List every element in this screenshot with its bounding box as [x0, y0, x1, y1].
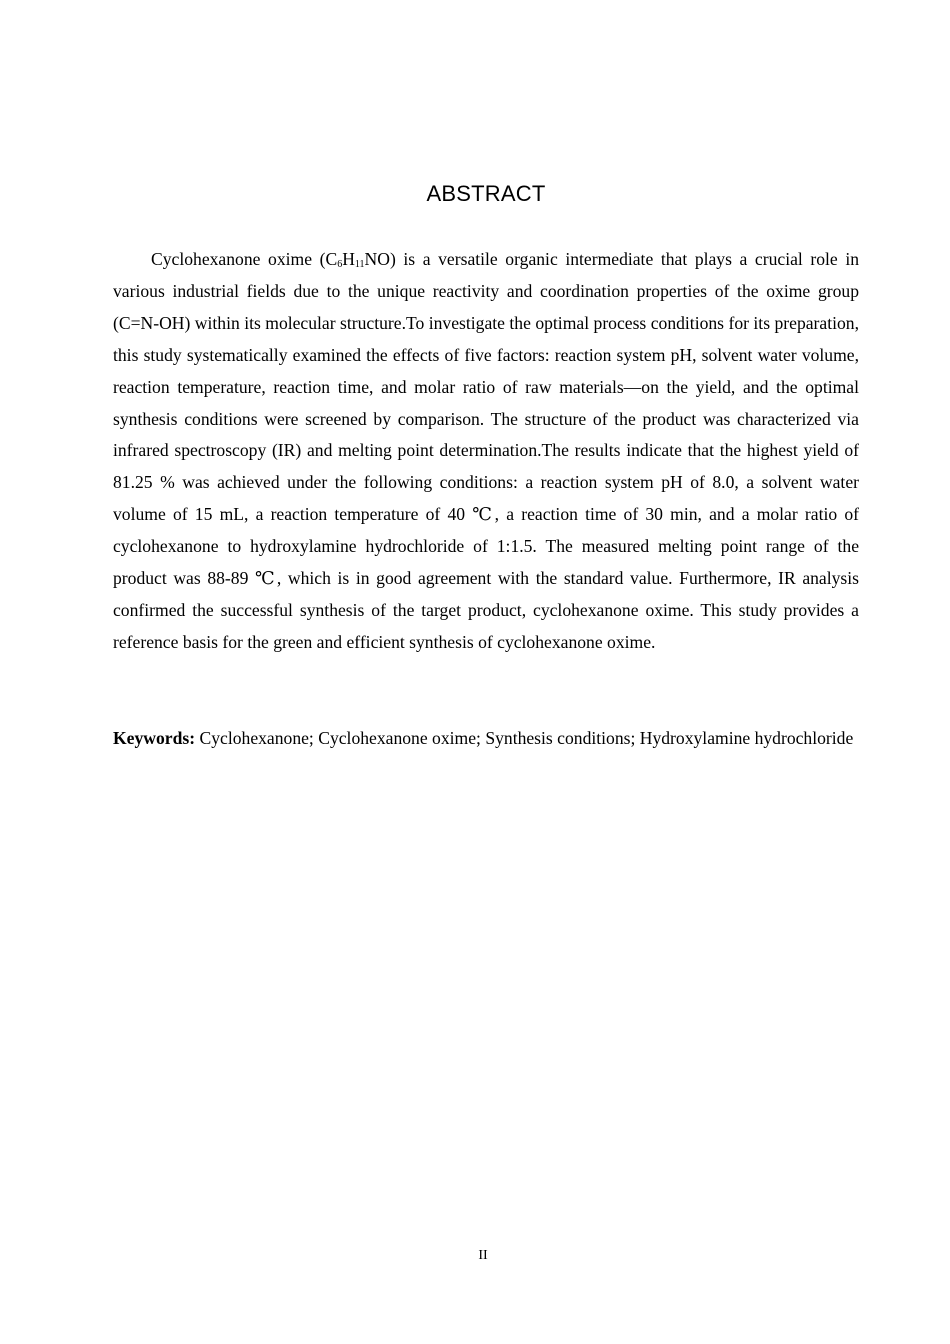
- formula-subscript-hydrogen: 11: [354, 259, 365, 270]
- keywords-paragraph: [113, 723, 859, 755]
- formula-close: NO): [364, 249, 396, 269]
- formula-subscript-carbon: 6: [337, 259, 343, 270]
- keywords-text: Cyclohexanone; Cyclohexanone oxime; Synthesis conditions; Hydroxylamine hydrochloride: [195, 728, 854, 748]
- formula-hydrogen: H: [342, 249, 355, 269]
- abstract-text: is a versatile organic intermediate that plays a crucial role in various industrial fields due to the unique reactivity and coordination properties of the oxime group (C=N-OH) within its molecular structure.To investigate the optimal process conditions for its preparation, this study systematically examined the effects of five factors: reaction system pH, solvent water volume, reaction temperature, reaction time, and molar ratio of raw materials—on the yield, and the optimal synthesis conditions were screened by comparison. The structure of the product was characterized via infrared spectroscopy (IR) and melting point determination.The results indicate that the highest yield of 81.25 % was achieved under the following conditions: a reaction system pH of 8.0, a solvent water volume of 15 mL, a reaction temperature of 40 ℃, a reaction time of 30 min, and a molar ratio of cyclohexanone to hydroxylamine hydrochloride of 1:1.5. The measured melting point range of the product was 88-89 ℃, which is in good agreement with the standard value. Furthermore, IR analysis confirmed the successful synthesis of the target product, cyclohexanone oxime. This study provides a reference basis for the green and efficient synthesis of cyclohexanone oxime.: [113, 249, 859, 652]
- keywords-label: Keywords:: [113, 728, 196, 748]
- page-number: II: [478, 1248, 488, 1263]
- formula-open: Cyclohexanone oxime (C: [151, 249, 338, 269]
- abstract-paragraph: [113, 244, 859, 659]
- abstract-title: ABSTRACT: [426, 181, 546, 206]
